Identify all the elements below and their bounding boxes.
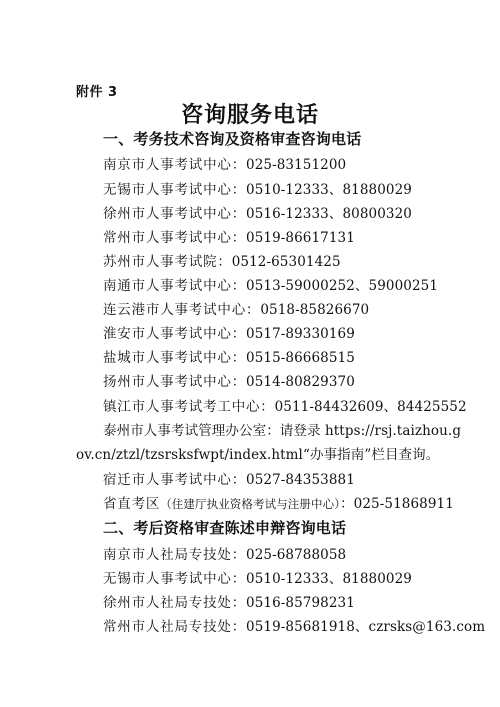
contact-phone: 0512-65301425 xyxy=(231,254,341,270)
contact-phone: 0516-12333、80800320 xyxy=(246,206,412,222)
contact-entry xyxy=(103,298,369,318)
contact-label: 徐州市人事考试中心： xyxy=(103,206,246,222)
contact-label: 苏州市人事考试院： xyxy=(103,254,232,270)
contact-entry xyxy=(103,202,412,222)
contact-label: 无锡市人事考试中心： xyxy=(103,182,246,198)
contact-entry xyxy=(103,274,438,294)
contact-email-phone: 0519-85681918、czrsks@163.com xyxy=(246,619,486,635)
attachment-label: 附件 3 xyxy=(76,85,118,100)
contact-label: 南京市人社局专技处： xyxy=(103,547,246,563)
contact-phone: 0513-59000252、59000251 xyxy=(246,278,439,294)
taizhou-entry-line2 xyxy=(76,443,439,463)
contact-note: （住建厅执业资格考试与注册中心） xyxy=(160,497,341,511)
contact-phone: 0511-84432609、84425552 xyxy=(274,399,467,415)
section-heading-2: 二、考后资格审查陈述申辩咨询电话 xyxy=(103,519,347,537)
contact-label: 盐城市人事考试中心： xyxy=(103,350,246,366)
contact-entry xyxy=(103,468,355,488)
contact-entry xyxy=(103,615,485,635)
contact-entry xyxy=(103,226,355,246)
contact-phone: 0514-80829370 xyxy=(246,374,355,390)
taizhou-text-line2: ov.cn/ztzl/tzsrsksfwpt/index.html“办事指南”栏目查询。 xyxy=(76,447,440,463)
contact-label: 徐州市人社局专技处： xyxy=(103,595,246,611)
contact-phone: 0510-12333、81880029 xyxy=(246,571,412,587)
contact-entry xyxy=(103,567,412,587)
taizhou-entry-line1 xyxy=(103,419,461,439)
contact-phone: 025-83151200 xyxy=(246,157,347,173)
contact-entry xyxy=(103,492,454,512)
page-title: 咨询服务电话 xyxy=(180,102,319,128)
contact-phone: 0527-84353881 xyxy=(246,472,355,488)
contact-phone: 0515-86668515 xyxy=(246,350,355,366)
contact-phone: 0510-12333、81880029 xyxy=(246,182,412,198)
section-heading-1: 一、考务技术咨询及资格审查咨询电话 xyxy=(103,130,362,148)
contact-entry xyxy=(103,591,355,611)
contact-entry xyxy=(103,346,355,366)
contact-label: 无锡市人事考试中心： xyxy=(103,571,246,587)
contact-phone: 0517-89330169 xyxy=(246,326,355,342)
contact-label: 宿迁市人事考试中心： xyxy=(103,472,246,488)
contact-entry xyxy=(103,395,467,415)
contact-label: 镇江市人事考试考工中心： xyxy=(103,399,275,415)
contact-entry xyxy=(103,178,412,198)
contact-label: 省直考区 xyxy=(103,496,161,512)
contact-label: 淮安市人事考试中心： xyxy=(103,326,246,342)
contact-label: 常州市人事考试中心： xyxy=(103,230,246,246)
contact-entry xyxy=(103,250,341,270)
contact-entry xyxy=(103,322,355,342)
taizhou-text-line1: 泰州市人事考试管理办公室：请登录 https://rsj.taizhou.g xyxy=(103,423,462,439)
contact-phone: 0519-86617131 xyxy=(246,230,355,246)
contact-entry xyxy=(103,543,346,563)
contact-label: 连云港市人事考试中心： xyxy=(103,302,261,318)
contact-phone: 025-68788058 xyxy=(246,547,347,563)
contact-entry xyxy=(103,153,346,173)
contact-phone: 0516-85798231 xyxy=(246,595,355,611)
contact-entry xyxy=(103,370,355,390)
contact-phone: ：025-51868911 xyxy=(340,496,454,512)
contact-label: 常州市人社局专技处： xyxy=(103,619,246,635)
contact-label: 扬州市人事考试中心： xyxy=(103,374,246,390)
contact-label: 南通市人事考试中心： xyxy=(103,278,246,294)
contact-phone: 0518-85826670 xyxy=(260,302,370,318)
contact-label: 南京市人事考试中心： xyxy=(103,157,246,173)
